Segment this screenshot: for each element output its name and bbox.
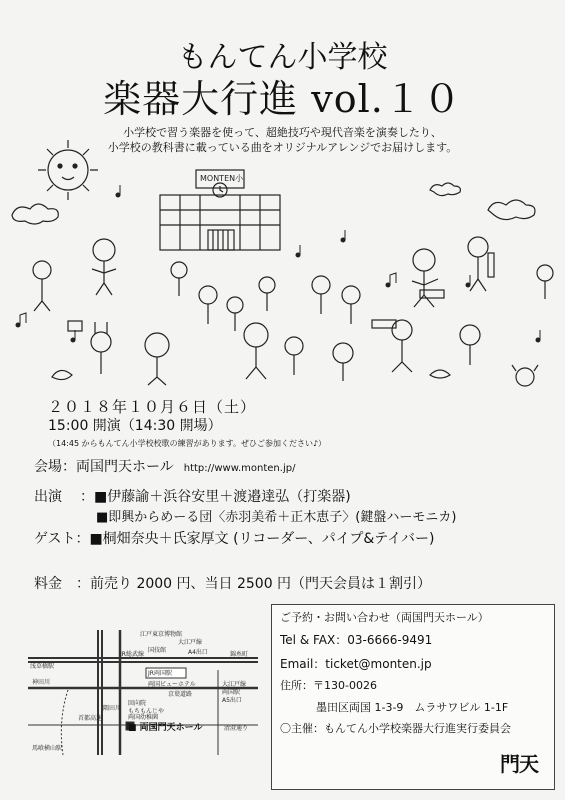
contact-zip: 住所：〒130-0026 bbox=[280, 679, 377, 692]
access-map bbox=[28, 630, 263, 755]
map-label: 京葉道路 bbox=[168, 691, 193, 698]
event-date: ２０１８年１０月６日（土） bbox=[48, 398, 257, 416]
map-label: 大江戸線 bbox=[178, 639, 203, 646]
contact-organizer: 〇主催：もんてん小学校楽器大行進実行委員会 bbox=[280, 722, 511, 735]
intro-line1: 小学校で習う楽器を使って、超絶技巧や現代音楽を演奏したり、 bbox=[123, 126, 442, 139]
intro-line2: 小学校の教科書に載っている曲をオリジナルアレンジでお届けします。 bbox=[107, 141, 458, 154]
monten-logo: 門天 bbox=[500, 752, 538, 776]
map-label: 浅草橋駅 bbox=[30, 663, 55, 670]
venue-label: 会場：両国門天ホール bbox=[34, 459, 174, 475]
contact-address: 墨田区両国 1-3-9 ムラサワビル 1-1F bbox=[316, 701, 509, 714]
map-label: 隅田川 bbox=[103, 705, 122, 712]
map-label: 首都高速 bbox=[78, 715, 103, 722]
map-label: 錦糸町 bbox=[230, 651, 249, 658]
title-line2: 楽器大行進 vol.１０ bbox=[103, 77, 462, 121]
performers-label: 出演 bbox=[34, 489, 62, 505]
contact-title: ご予約・お問い合わせ（両国門天ホール） bbox=[280, 611, 489, 624]
school-sign: MONTEN小 bbox=[200, 174, 244, 183]
map-label: 両国幼稚園 bbox=[128, 714, 159, 721]
map-label: 馬喰横山駅 bbox=[32, 745, 63, 752]
price-line: 料金 ：前売り 2000 円、当日 2500 円（門天会員は１割引） bbox=[34, 576, 432, 592]
performers-line1: ：■伊藤諭＋浜谷安里＋渡邉達弘（打楽器) bbox=[80, 489, 351, 505]
map-label: 両国ビューホテル bbox=[148, 681, 196, 688]
map-label: 江戸東京博物館 bbox=[140, 631, 183, 638]
map-label: JR総武線 bbox=[120, 651, 144, 658]
cloud-left bbox=[12, 204, 58, 224]
illustration bbox=[0, 135, 565, 390]
guest-line: ゲスト：■桐畑奈央＋氏家厚文 (リコーダー、パイプ&テイバー) bbox=[34, 531, 435, 547]
title-line1: もんてん小学校 bbox=[177, 40, 388, 75]
map-label: もちもんじや bbox=[128, 708, 165, 715]
event-note: （14:45 からもんてん小学校校歌の練習があります。ぜひご参加ください♪） bbox=[48, 439, 327, 448]
children-figures bbox=[33, 237, 553, 386]
map-label: A5出口 bbox=[222, 697, 242, 704]
music-notes bbox=[16, 185, 540, 342]
map-label: 大江戸線 bbox=[222, 681, 247, 688]
contact-email[interactable]: Email：ticket@monten.jp bbox=[280, 657, 432, 671]
map-label: A4出口 bbox=[188, 649, 208, 656]
contact-box bbox=[271, 604, 555, 790]
cloud-right2 bbox=[430, 183, 460, 196]
sun-illustration bbox=[38, 140, 98, 200]
map-label: JR両国駅 bbox=[148, 670, 172, 677]
event-time: 15:00 開演（14:30 開場） bbox=[48, 418, 222, 434]
map-hall-label: ■ 両国門天ホール bbox=[128, 723, 203, 733]
venue-url[interactable]: http://www.monten.jp/ bbox=[183, 463, 296, 474]
map-label: 国技館 bbox=[148, 647, 167, 654]
cloud-right bbox=[488, 200, 535, 220]
performers-row1 bbox=[34, 486, 351, 506]
map-label: 神田川 bbox=[32, 679, 51, 686]
performers-line2: ■即興からめーる団〈赤羽美希＋正木恵子〉(鍵盤ハーモニカ) bbox=[96, 510, 457, 525]
venue-row bbox=[34, 456, 295, 476]
map-label: 回向院 bbox=[128, 700, 147, 707]
contact-tel[interactable]: Tel & FAX：03-6666-9491 bbox=[280, 633, 433, 647]
map-label: 清澄通り bbox=[224, 725, 249, 732]
map-label: 両国駅 bbox=[222, 689, 241, 696]
